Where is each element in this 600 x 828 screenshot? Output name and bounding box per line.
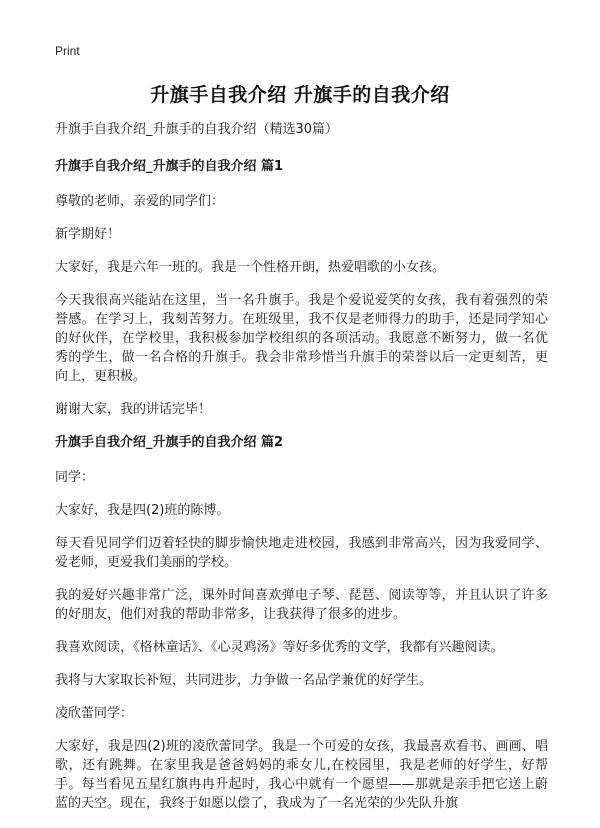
section-heading: 升旗手自我介绍_升旗手的自我介绍 篇2 [55, 435, 284, 450]
section-heading: 升旗手自我介绍_升旗手的自我介绍 篇1 [55, 159, 284, 174]
paragraph: 大家好，我是六年一班的。我是一个性格开朗，热爱唱歌的小女孩。 [55, 260, 446, 275]
document-subtitle: 升旗手自我介绍_升旗手的自我介绍（精选30篇） [55, 122, 339, 137]
paragraph: 今天我很高兴能站在这里，当一名升旗手。我是个爱说爱笑的女孩，我有着强烈的荣誉感。在学习上，我刻苦努力。在班级里，我不仅是老师得力的助手，还是同学知心的好伙伴，在学校里，我积极参加学校组织的各项活动。我愿意不断努力，做一名优秀的学生，做一名合格的升旗手。我会非常珍惜当升旗手的荣誉以后一定更刻苦，更向上，更积极。 [55, 293, 548, 384]
paragraph: 凌欣蕾同学： [55, 706, 134, 721]
paragraph: 大家好，我是四(2)班的凌欣蕾同学。我是一个可爱的女孩，我最喜欢看书、画画、唱歌，还有跳舞。在家里我是爸爸妈妈的乖女儿,在校园里，我是老师的好学生，好帮手。每当看见五星红旗冉冉升起时，我心中就有一个愿望——那就是亲手把它送上蔚蓝的天空。现在，我终于如愿以偿了，我成为了一名光荣的少先队升旗 [55, 739, 548, 811]
paragraph: 我喜欢阅读，《格林童话》、《心灵鸡汤》等好多优秀的文学，我都有兴趣阅读。 [55, 640, 504, 655]
print-link[interactable]: Print [55, 44, 80, 58]
paragraph: 我将与大家取长补短，共同进步，力争做一名品学兼优的好学生。 [55, 673, 433, 688]
paragraph: 尊敬的老师，亲爱的同学们： [55, 194, 225, 209]
page-title: 升旗手自我介绍 升旗手的自我介绍 [150, 84, 450, 106]
paragraph: 新学期好！ [55, 227, 121, 242]
paragraph: 大家好，我是四(2)班的陈博。 [55, 503, 230, 518]
paragraph: 同学： [55, 470, 95, 485]
document-body [55, 120, 548, 827]
paragraph: 我的爱好兴趣非常广泛，课外时间喜欢弹电子琴、琵琶、阅读等等，并且认识了许多的好朋友，他们对我的帮助非常多，让我获得了很多的进步。 [55, 588, 548, 622]
paragraph: 每天看见同学们迈着轻快的脚步愉快地走进校园，我感到非常高兴，因为我爱同学、爱老师，更爱我们美丽的学校。 [55, 536, 548, 570]
paragraph: 谢谢大家，我的讲话完毕！ [55, 402, 212, 417]
